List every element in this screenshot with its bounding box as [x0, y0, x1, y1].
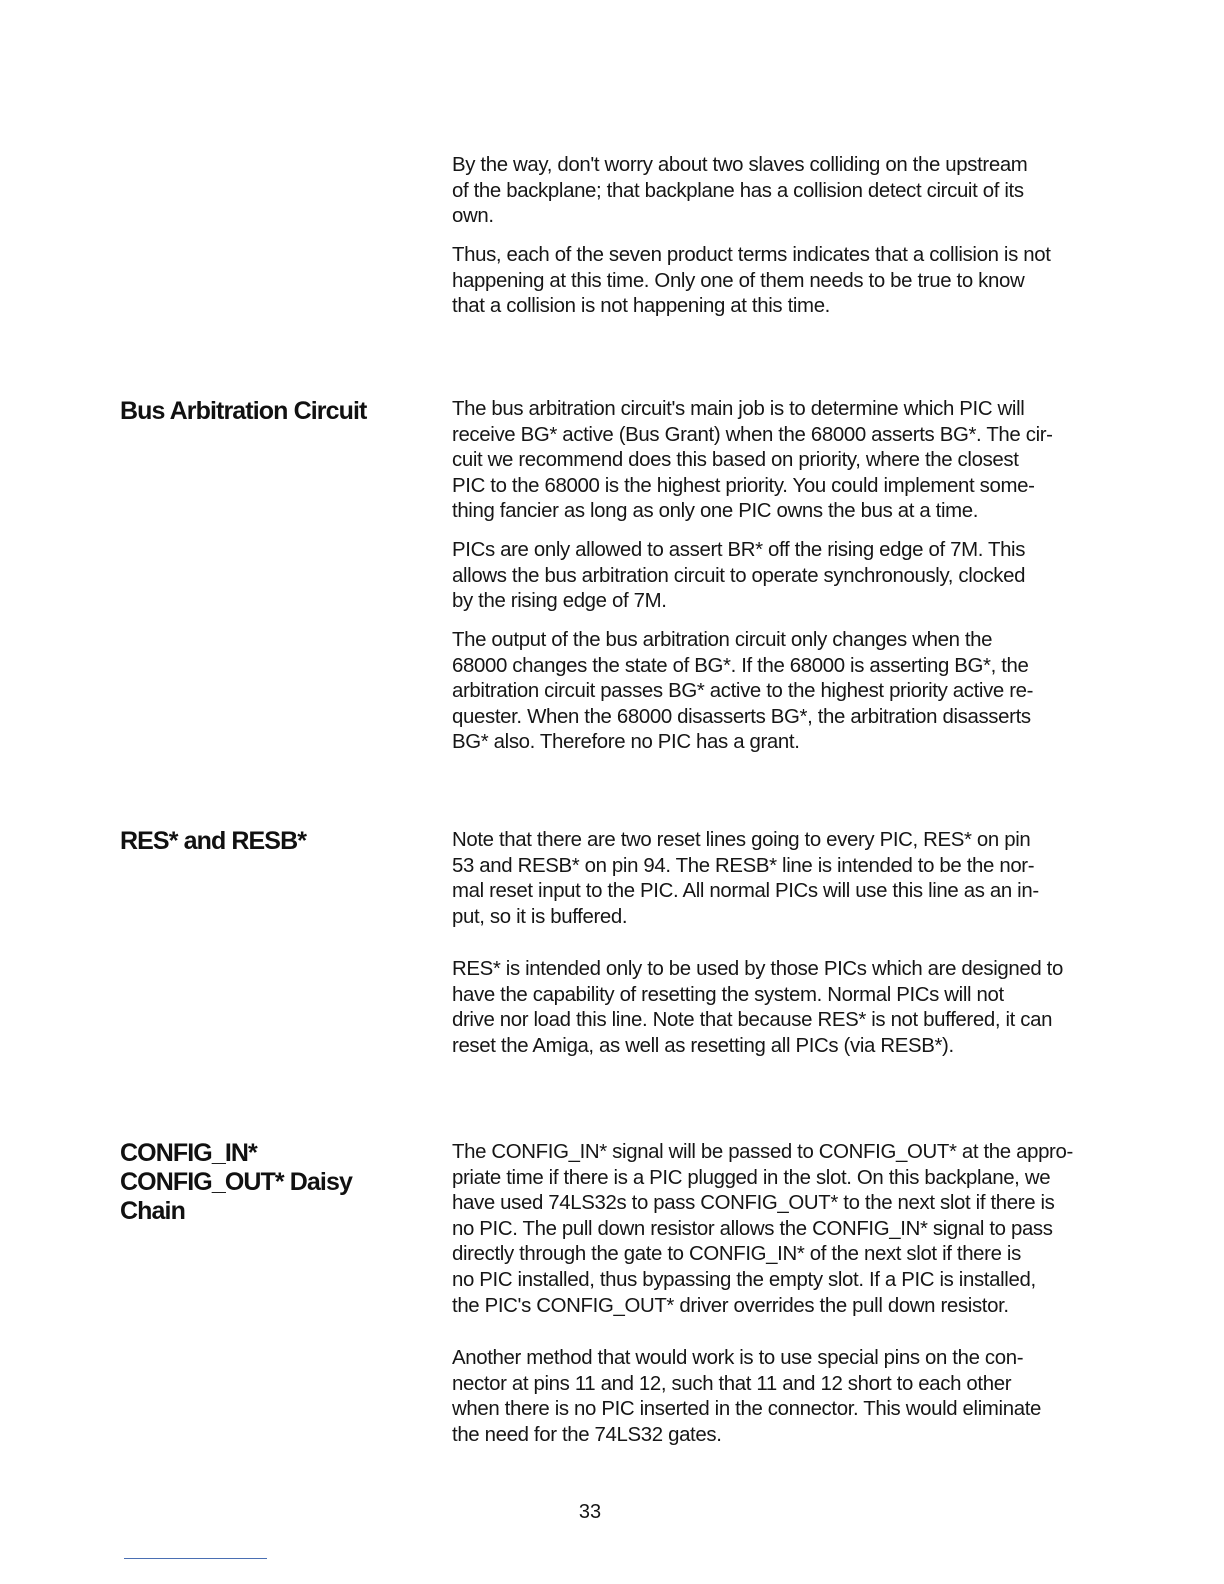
page-number: 33 — [578, 1501, 602, 1523]
intro-paragraph-2: Thus, each of the seven product terms indicates that a collision is not happening at this time. Only one of them needs to be true to know that a collision is not happening at this time. — [452, 244, 1051, 318]
intro-paragraph-1: By the way, don't worry about two slaves colliding on the upstream of the backplane; that backplane has a collision detect circuit of its own. — [452, 154, 1028, 228]
reset-lines-paragraph-1: Note that there are two reset lines going to every PIC, RES* on pin 53 and RESB* on pin 94. The RESB* line is intended to be the nor- mal reset input to the PIC. All normal PICs will use this line as an in- put, so it is buffered. — [452, 829, 1039, 928]
section-heading-bus-arbitration: Bus Arbitration Circuit — [120, 397, 367, 425]
bus-arbitration-paragraph-2: PICs are only allowed to assert BR* off the rising edge of 7M. This allows the bus arbitration circuit to operate synchronously, clocked by the rising edge of 7M. — [452, 539, 1026, 613]
bus-arbitration-paragraph-1: The bus arbitration circuit's main job is to determine which PIC will receive BG* active (Bus Grant) when the 68000 asserts BG*. The cir- cuit we recommend does this based on priority, where the closest PIC to the 68000 is the highest priority. You could implement some- thing fancier as long as only one PIC owns the bus at a time. — [452, 398, 1053, 523]
config-daisy-chain-paragraph-1: The CONFIG_IN* signal will be passed to CONFIG_OUT* at the appro- priate time if there is a PIC plugged in the slot. On this backplane, we have used 74LS32s to pass CONFIG_OUT* to the next slot if there is no PIC. The pull down resistor allows the CONFIG_IN* signal to pass directly through the gate to CONFIG_IN* of the next slot if there is no PIC installed, thus bypassing the empty slot. If a PIC is installed, the PIC's CONFIG_OUT* driver overrides the pull down resistor. — [452, 1141, 1073, 1317]
bus-arbitration-paragraph-3: The output of the bus arbitration circuit only changes when the 68000 changes the state of BG*. If the 68000 is asserting BG*, the arbitration circuit passes BG* active to the highest priority active re- quester. When the 68000 disasserts BG*, the arbitration disasserts BG* also. Therefore no PIC has a grant. — [452, 629, 1034, 754]
reset-lines-paragraph-2: RES* is intended only to be used by those PICs which are designed to have the capability of resetting the system. Normal PICs will not drive nor load this line. Note that because RES* is not buffered, it can reset the Amiga, as well as resetting all PICs (via RESB*). — [452, 958, 1063, 1057]
footnote-rule — [124, 1558, 267, 1559]
section-heading-reset-lines: RES* and RESB* — [120, 827, 307, 855]
config-daisy-chain-paragraph-2: Another method that would work is to use special pins on the con- nector at pins 11 and 12, such that 11 and 12 short to each other when there is no PIC inserted in the connector. This would eliminate the need for the 74LS32 gates. — [452, 1347, 1042, 1446]
section-heading-config-daisy-chain: CONFIG_IN* CONFIG_OUT* Daisy Chain — [120, 1139, 352, 1225]
